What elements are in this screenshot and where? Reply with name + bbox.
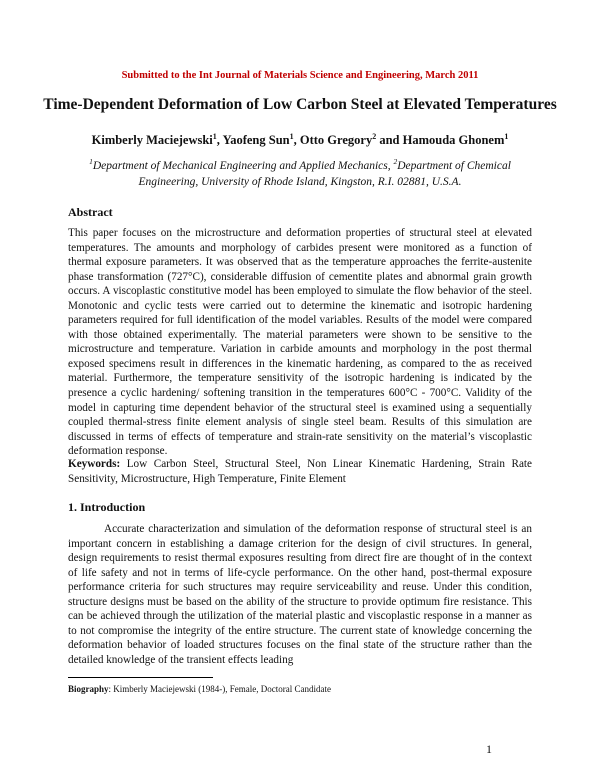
author-affiliation-mark: 2 [372, 132, 377, 141]
affiliation-1: Department of Mechanical Engineering and Applied Mechanics, [92, 159, 394, 172]
biography-footnote [68, 684, 532, 694]
author-affiliation-mark: 1 [289, 132, 294, 141]
affiliations [70, 154, 530, 190]
author-name: Kimberly Maciejewski [91, 133, 213, 148]
footnote-label: Biography [68, 684, 109, 694]
affiliation-2: Department of Chemical Engineering, University of Rhode Island, Kingston, R.I. 02881, U.S.A. [138, 159, 511, 188]
author-name: Hamouda Ghonem [402, 133, 505, 148]
author-affiliation-mark: 1 [504, 132, 509, 141]
affiliation-mark: 2 [393, 157, 398, 166]
introduction-body: Accurate characterization and simulation of the deformation response of structural steel is an important concern in establishing a damage criterion for the design of civil structures. In general, design requirements to resist thermal exposures resulting from direct fire are thought of in the context of life safety and not in terms of life-cycle performance. On the other hand, post-thermal exposure performance criteria for such structures may require serviceability and reuse. Under this condition, structure designs must be based on the ability of the structure to provide optimum fire resistance. This can be achieved through the utilization of the material plastic and viscoplastic response in a manner as to not compromise the integrity of the entire structure. The current state of knowledge concerning the deformation behavior of loaded structures focuses on the final state of the structure rather than the detailed knowledge of the transient effects leading [68, 523, 532, 666]
submission-note: Submitted to the Int Journal of Materials Science and Engineering, March 2011 [121, 70, 479, 81]
keywords-list: Low Carbon Steel, Structural Steel, Non Linear Kinematic Hardening, Strain Rate Sensitivity, Microstructure, High Temperature, Finite Element [68, 458, 532, 485]
keywords [68, 457, 532, 487]
affiliation-mark: 1 [89, 157, 93, 166]
page-number: 1 [486, 742, 492, 756]
footnote-text: : Kimberly Maciejewski (1984-), Female, Doctoral Candidate [108, 684, 331, 694]
abstract-body: This paper focuses on the microstructure and deformation properties of structural steel at elevated temperatures. The amounts and morphology of carbides present were monitored as a function of thermal exposure parameters. It was observed that as the temperature approaches the ferrite-austenite phase transformation (727°C), considerable diffusion of cementite plates and abnormal grain growth occurs. A viscoplastic constitutive model has been employed to simulate the flow behavior of the steel. Monotonic and cyclic tests were carried out to determine the kinematic and isotropic hardening parameters required for full identification of the model variables. Results of the model were compared with those obtained experimentally. The material parameters were shown to be sensitive to the microstructure and temperature. Variation in carbide amounts and morphology in the post thermal exposed specimens result in differences in the kinematic hardening, as compared to the as received material. Furthermore, the temperature sensitivity of the isotropic hardening is indicated by the presence a cyclic hardening/ softening transition in the temperatures 600°C - 700°C. Validity of the model in capturing time dependent behavior of the structural steel is examined using a sequentially coupled thermal-stress finite element analysis of single steel beam. Results of this simulation are discussed in terms of effects of temperature and strain-rate sensitivity on the material’s viscoplastic deformation response. [68, 227, 532, 458]
author-name: Yaofeng Sun [222, 133, 290, 148]
footnote-divider [68, 677, 213, 678]
author-list [0, 132, 600, 148]
author-separator: , [216, 133, 223, 148]
author-name: Otto Gregory [299, 133, 373, 148]
keywords-label: Keywords: [68, 458, 121, 470]
paper-title: Time-Dependent Deformation of Low Carbon Steel at Elevated Temperatures [43, 96, 557, 113]
author-affiliation-mark: 1 [212, 132, 217, 141]
author-separator: and [376, 133, 403, 148]
author-separator: , [293, 133, 300, 148]
introduction-heading: 1. Introduction [68, 500, 146, 514]
abstract-heading: Abstract [68, 205, 113, 219]
